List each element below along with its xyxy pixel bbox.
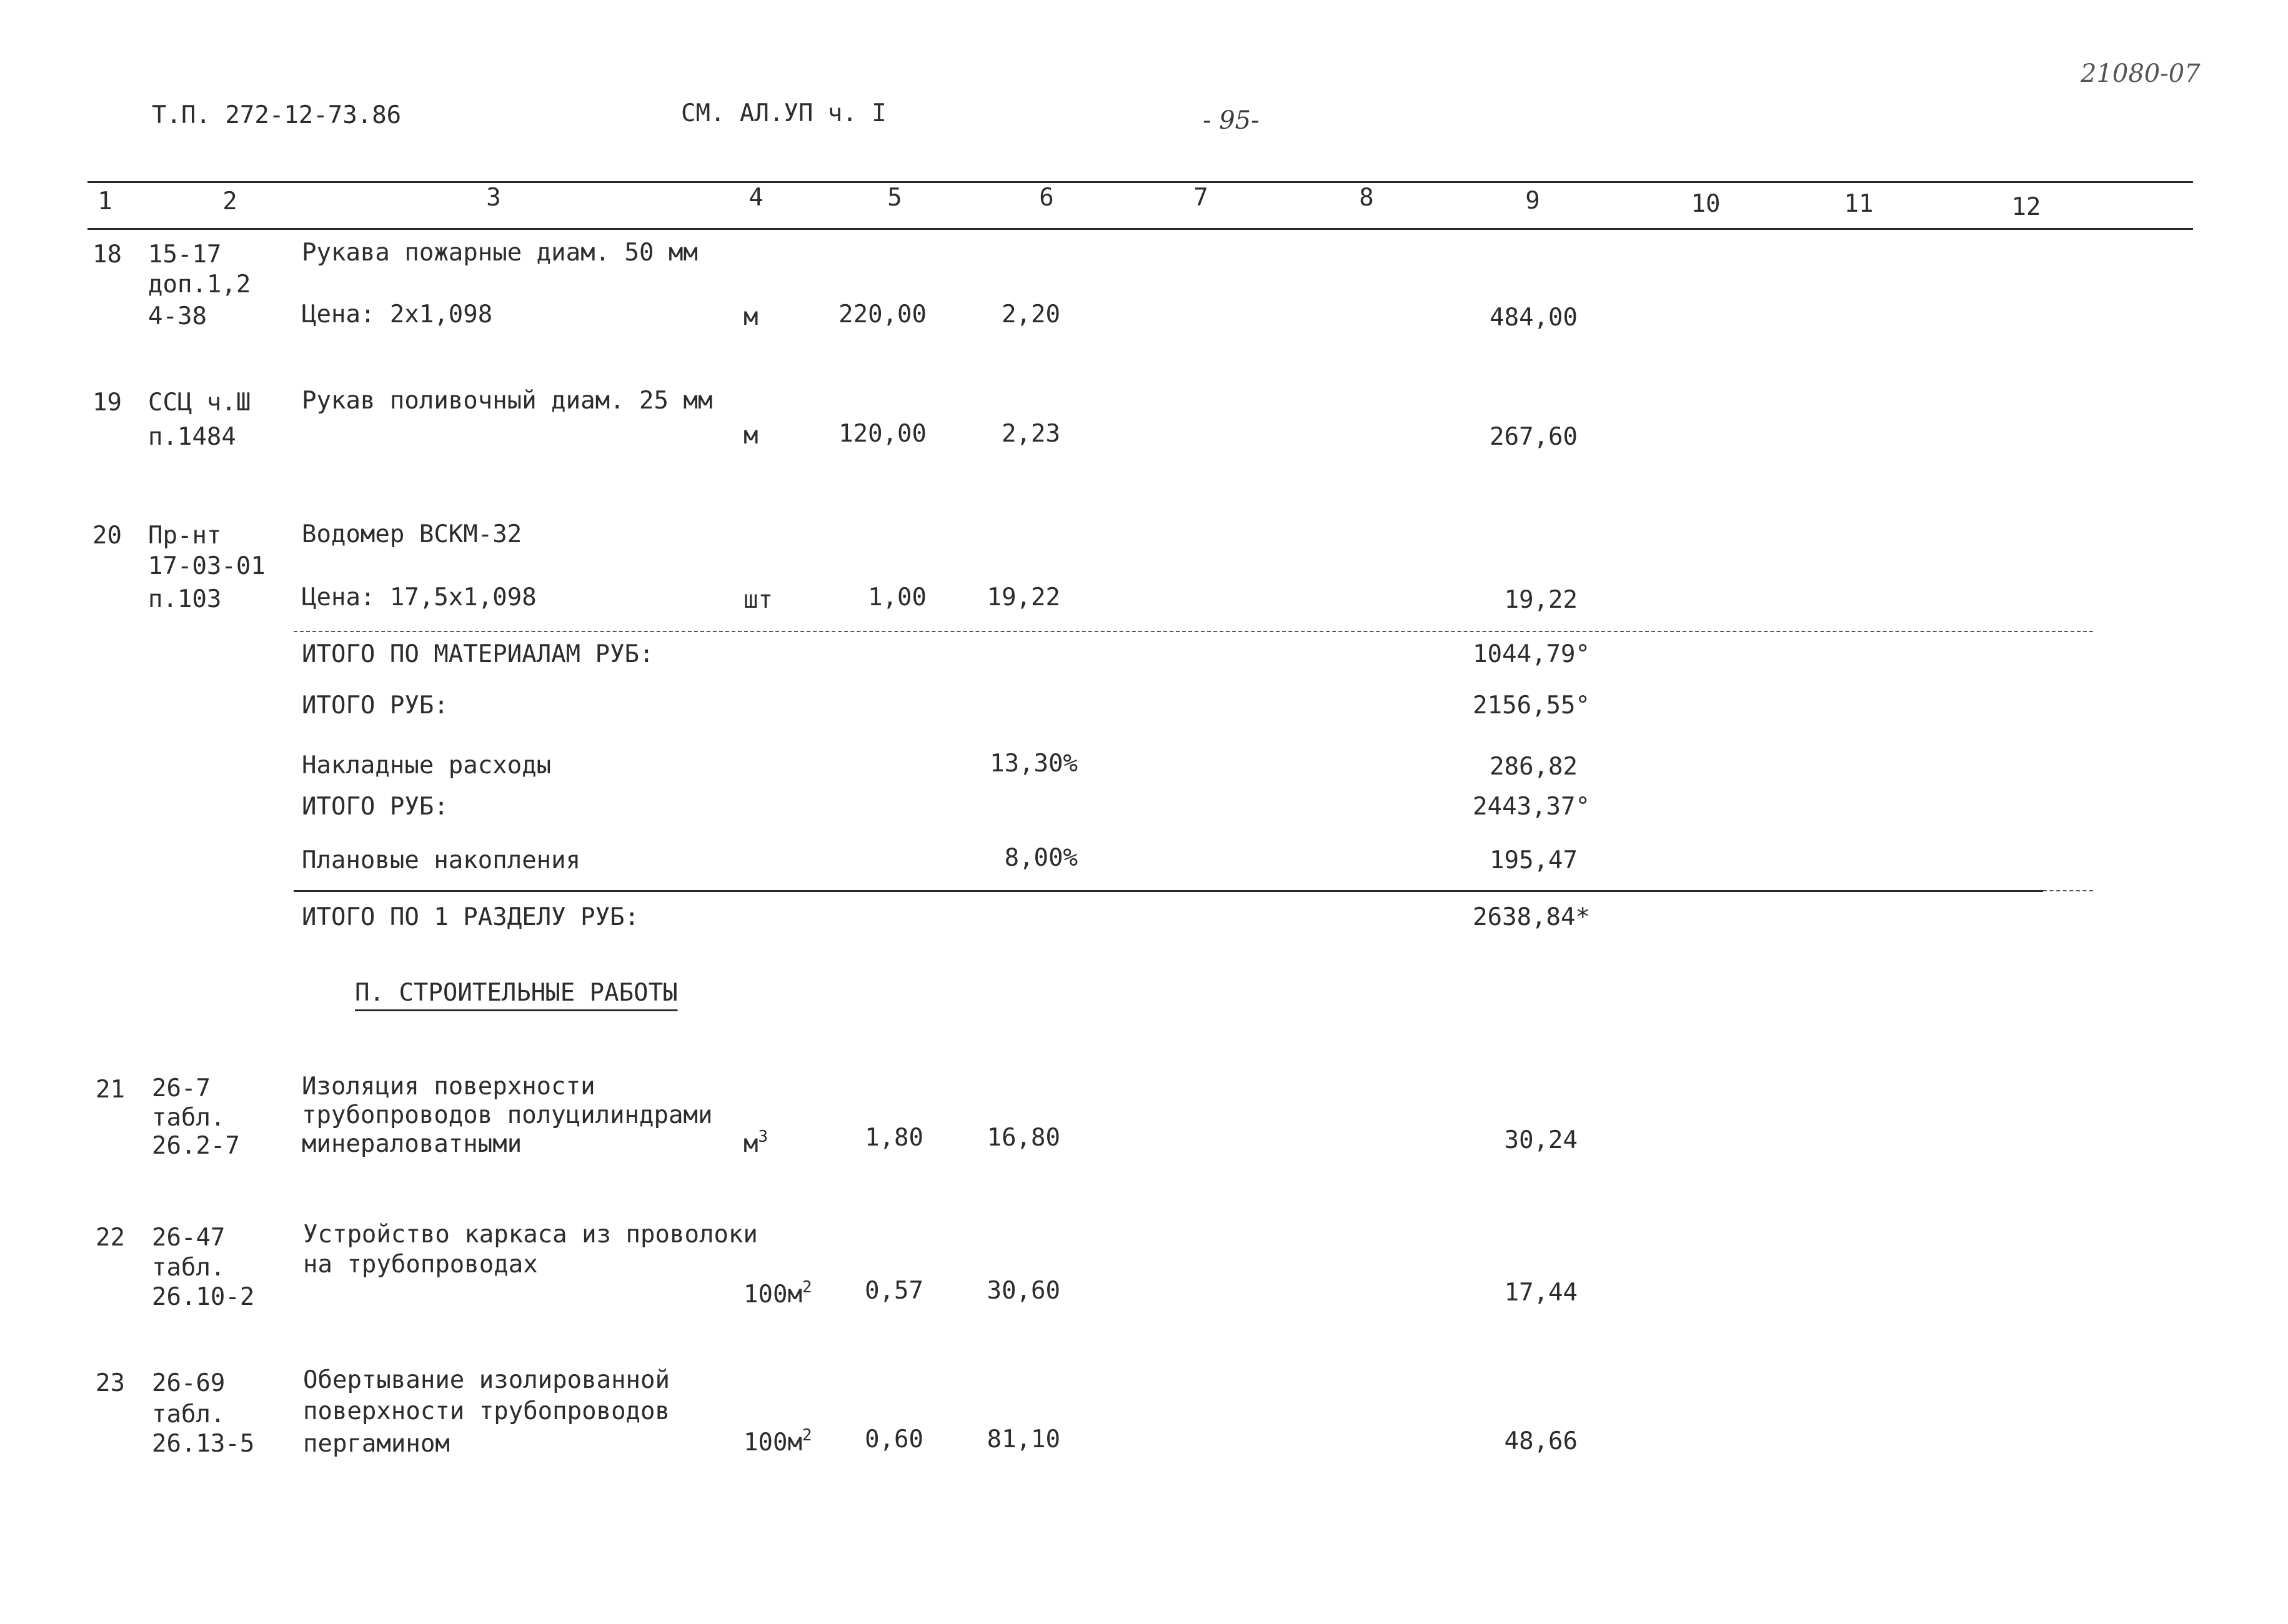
row-number: 18 bbox=[92, 240, 122, 269]
unit-price: 81,10 bbox=[987, 1425, 1060, 1453]
item-name: пергамином bbox=[303, 1430, 450, 1458]
price-note: Цена: 17,5x1,098 bbox=[302, 583, 537, 611]
unit: м bbox=[744, 422, 759, 450]
col-header-11: 11 bbox=[1844, 190, 1874, 218]
quantity: 0,57 bbox=[865, 1277, 923, 1305]
unit: $100м^2$ bbox=[744, 1278, 812, 1309]
unit-price: 30,60 bbox=[987, 1277, 1060, 1305]
norm-code: 26-47 bbox=[152, 1224, 226, 1252]
item-name: Изоляция поверхности bbox=[302, 1072, 595, 1101]
col-header-8: 8 bbox=[1359, 184, 1374, 212]
quantity: 220,00 bbox=[838, 300, 927, 329]
summary-value: 2443,37° bbox=[1473, 793, 1590, 821]
norm-code: 26.2-7 bbox=[152, 1132, 240, 1160]
album-reference: СМ. АЛ.УП ч. I bbox=[681, 99, 887, 127]
norm-code: табл. bbox=[152, 1104, 226, 1132]
row-number: 22 bbox=[96, 1224, 125, 1252]
col-header-2: 2 bbox=[222, 187, 237, 215]
quantity: 1,80 bbox=[865, 1124, 923, 1152]
unit-price: 2,20 bbox=[1002, 300, 1060, 329]
norm-code: табл. bbox=[152, 1254, 226, 1282]
section-2-title: П. СТРОИТЕЛЬНЫЕ РАБОТЫ bbox=[355, 979, 678, 1007]
summary-label: ИТОГО ПО МАТЕРИАЛАМ РУБ: bbox=[302, 640, 654, 668]
col-header-12: 12 bbox=[2011, 193, 2041, 221]
archive-stamp: 21080-07 bbox=[2081, 59, 2201, 88]
quantity: 120,00 bbox=[838, 420, 927, 448]
total-cost: 30,24 bbox=[1504, 1126, 1578, 1154]
section-total-rule bbox=[294, 890, 2043, 892]
quantity: 1,00 bbox=[868, 583, 927, 611]
norm-code: табл. bbox=[152, 1400, 226, 1428]
summary-value: 195,47 bbox=[1490, 846, 1578, 874]
norm-code: 26-69 bbox=[152, 1369, 226, 1397]
page-number: - 95- bbox=[1203, 106, 1260, 135]
section-total-rule-tail bbox=[2043, 890, 2093, 891]
summary-value: 1044,79° bbox=[1473, 640, 1590, 668]
total-cost: 267,60 bbox=[1490, 423, 1578, 451]
summary-label: ИТОГО РУБ: bbox=[302, 691, 449, 720]
item-name: Рукава пожарные диам. 50 мм bbox=[302, 239, 698, 267]
summary-top-rule bbox=[294, 631, 2093, 632]
total-cost: 19,22 bbox=[1504, 586, 1578, 614]
summary-rate: 8,00% bbox=[1004, 844, 1078, 872]
item-name: Устройство каркаса из проволоки bbox=[303, 1220, 758, 1249]
row-number: 23 bbox=[96, 1369, 125, 1397]
unit-price: 19,22 bbox=[987, 583, 1060, 611]
unit: шт bbox=[744, 586, 773, 614]
row-number: 19 bbox=[92, 389, 122, 417]
total-cost: 17,44 bbox=[1504, 1279, 1578, 1307]
norm-code: 26-7 bbox=[152, 1074, 211, 1102]
norm-code: 26.10-2 bbox=[152, 1283, 255, 1311]
section-total-value: 2638,84* bbox=[1473, 903, 1590, 931]
unit-price: 2,23 bbox=[1002, 420, 1060, 448]
norm-code: 26.13-5 bbox=[152, 1430, 255, 1458]
col-header-10: 10 bbox=[1691, 190, 1721, 218]
norm-code: 4-38 bbox=[148, 302, 207, 330]
summary-label: Накладные расходы bbox=[302, 751, 552, 780]
item-name: Обертывание изолированной bbox=[303, 1366, 670, 1394]
total-cost: 484,00 bbox=[1490, 304, 1578, 332]
quantity: 0,60 bbox=[865, 1425, 923, 1453]
item-name: на трубопроводах bbox=[303, 1250, 538, 1279]
unit: $100м^2$ bbox=[744, 1426, 812, 1457]
col-header-6: 6 bbox=[1039, 184, 1054, 212]
item-name: Водомер ВСКМ-32 bbox=[302, 520, 522, 548]
summary-label: Плановые накопления bbox=[302, 846, 581, 874]
norm-code: ССЦ ч.Ш bbox=[148, 389, 251, 417]
price-note: Цена: 2x1,098 bbox=[302, 300, 493, 329]
col-header-5: 5 bbox=[887, 184, 902, 212]
col-header-9: 9 bbox=[1525, 187, 1540, 215]
norm-code: доп.1,2 bbox=[148, 270, 251, 299]
total-cost: 48,66 bbox=[1504, 1427, 1578, 1455]
norm-code: 17-03-01 bbox=[148, 552, 266, 580]
summary-label: ИТОГО РУБ: bbox=[302, 793, 449, 821]
norm-code: п.103 bbox=[148, 585, 222, 613]
row-number: 20 bbox=[92, 522, 122, 550]
row-number: 21 bbox=[96, 1076, 125, 1104]
table-top-rule bbox=[87, 181, 2193, 183]
summary-rate: 13,30% bbox=[990, 750, 1078, 778]
norm-code: 15-17 bbox=[148, 240, 222, 269]
col-header-7: 7 bbox=[1193, 184, 1208, 212]
unit-price: 16,80 bbox=[987, 1124, 1060, 1152]
col-header-3: 3 bbox=[486, 184, 501, 212]
summary-value: 2156,55° bbox=[1473, 691, 1590, 720]
section-total-label: ИТОГО ПО 1 РАЗДЕЛУ РУБ: bbox=[302, 903, 640, 931]
norm-code: Пр-нт bbox=[148, 522, 222, 550]
item-name: минераловатными bbox=[302, 1130, 522, 1158]
item-name: Рукав поливочный диам. 25 мм bbox=[302, 387, 713, 415]
item-name: поверхности трубопроводов bbox=[303, 1397, 670, 1425]
document-code: Т.П. 272-12-73.86 bbox=[152, 101, 402, 129]
summary-value: 286,82 bbox=[1490, 753, 1578, 781]
header-bottom-rule bbox=[87, 228, 2193, 230]
norm-code: п.1484 bbox=[148, 423, 236, 451]
item-name: трубопроводов полуцилиндрами bbox=[302, 1101, 713, 1129]
col-header-1: 1 bbox=[97, 187, 112, 215]
unit: $м^3$ bbox=[744, 1127, 768, 1158]
col-header-4: 4 bbox=[749, 184, 763, 212]
unit: м bbox=[744, 303, 759, 331]
